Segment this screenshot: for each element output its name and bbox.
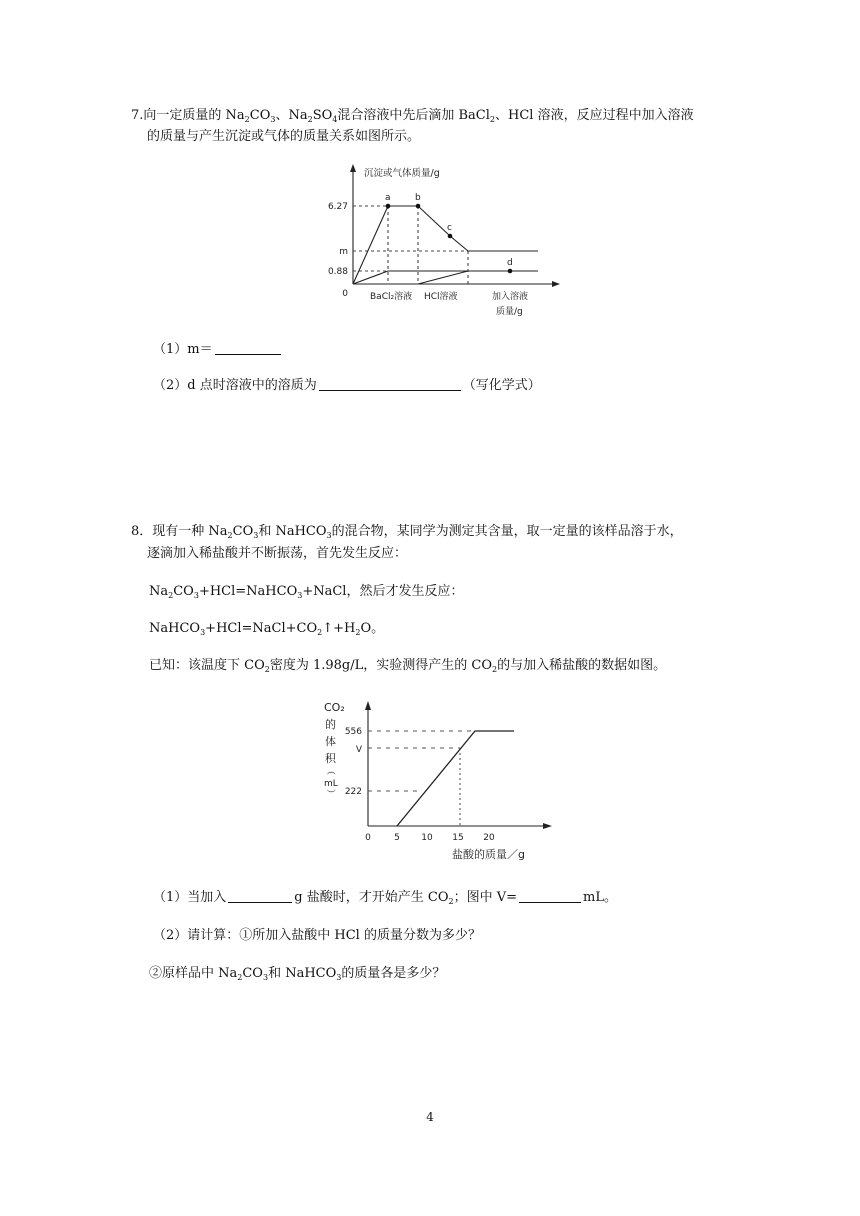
point-a (386, 204, 391, 209)
chart2-xtick-20: 20 (483, 833, 495, 843)
q7-sub2: （2）d 点时溶液中的溶质为 （写化学式） (153, 378, 541, 393)
q8-sub2: （2）请计算：①所加入盐酸中 HCl 的质量分数为多少？ (153, 928, 481, 943)
chart2-ytick-v: V (355, 745, 362, 755)
chart2-ytick-222: 222 (344, 787, 362, 797)
chart1-xseg-bacl2: BaCl₂溶液 (370, 292, 413, 302)
precipitate-gas-chart (320, 160, 580, 325)
chart1-ytick-088: 0.88 (327, 267, 348, 277)
chart1-xlabel-2: 质量/g (496, 307, 523, 317)
page-number: 4 (426, 1110, 434, 1124)
answer-blank-m[interactable] (215, 341, 281, 355)
svg-text:体: 体 (325, 735, 336, 748)
q8-sub1: （1）当加入 g 盐酸时，才开始产生 $CO_2$；图中 V= mL。 (153, 890, 617, 906)
point-c (448, 234, 453, 239)
q8-line-1: 8．现有一种 $Na_2CO_3$和 NaHCO$_3$的混合物，某同学为测定其含量，取一定量的该样品溶于水， (131, 524, 683, 540)
label-c: c (447, 223, 452, 233)
chart1-xseg-hcl: HCl溶液 (424, 292, 458, 302)
q8-sub3: ②原样品中 $Na_2CO_3$和 NaHCO$_3$的质量各是多少？ (149, 966, 446, 982)
chart1-ytick-627: 6.27 (327, 202, 348, 212)
label-a: a (385, 193, 391, 203)
svg-text:）: ） (325, 789, 335, 799)
svg-text:mL: mL (324, 779, 338, 789)
answer-blank-hcl-mass[interactable] (228, 889, 292, 903)
point-b (416, 204, 421, 209)
q8-reaction-1: $Na_2CO_3+HCl=NaHCO_3+NaCl$，然后才发生反应： (149, 584, 464, 600)
chart2-xtick-5: 5 (394, 833, 400, 843)
q8-known: 已知：该温度下 $CO_2$密度为 1.98g/L，实验测得产生的 $CO_2$的与加入稀盐酸的数据如图。 (149, 658, 667, 674)
svg-text:CO₂: CO₂ (324, 701, 345, 714)
chart1-ylabel: 沉淀或气体质量/g (364, 168, 440, 179)
chart2-xlabel: 盐酸的质量／g (452, 848, 525, 861)
label-d: d (507, 258, 513, 268)
chart2-xtick-10: 10 (421, 833, 433, 843)
q8-line-2: 逐滴加入稀盐酸并不断振荡，首先发生反应： (147, 546, 408, 561)
chart2-xtick-15: 15 (452, 833, 464, 843)
q7-sub1: （1）m＝ (153, 341, 283, 359)
chart2-ylabel (324, 701, 345, 798)
label-b: b (415, 193, 421, 203)
chart1-ytick-m: m (339, 247, 348, 257)
point-d (508, 269, 513, 274)
chart2-xtick-0: 0 (365, 833, 371, 843)
chart1-origin: 0 (342, 289, 348, 299)
co2-volume-chart (300, 695, 560, 865)
chart1-xlabel-1: 加入溶液 (492, 292, 529, 302)
svg-text:积: 积 (325, 752, 336, 765)
q8-reaction-2: $NaHCO_3+HCl=NaCl+CO_2↑+H_2O$。 (149, 621, 385, 637)
q7-line-1: 7.向一定质量的 $Na_2CO_3$、$Na_2SO_4$混合溶液中先后滴加 BaCl$_2$、HCl 溶液，反应过程中加入溶液 (131, 108, 694, 124)
answer-blank-solute[interactable] (319, 377, 461, 391)
q7-line-2: 的质量与产生沉淀或气体的质量关系如图所示。 (147, 129, 421, 144)
svg-text:（: （ (325, 766, 335, 776)
chart2-ytick-556: 556 (344, 727, 362, 737)
svg-text:的: 的 (325, 718, 336, 731)
answer-blank-v[interactable] (519, 889, 581, 903)
